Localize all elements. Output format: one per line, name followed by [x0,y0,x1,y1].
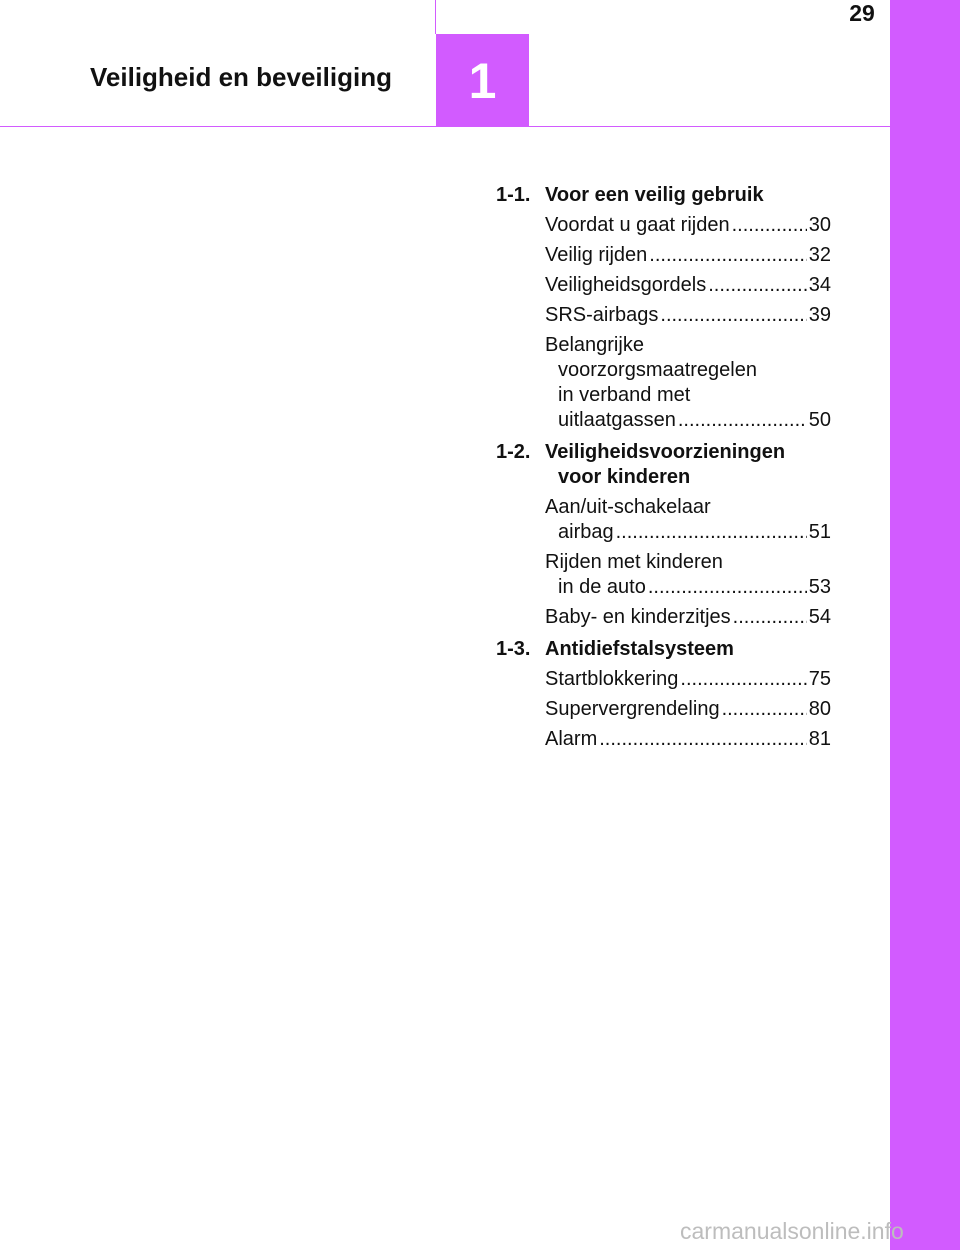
chapter-title: Veiligheid en beveiliging [90,62,392,92]
entry-page: 81 [808,728,831,750]
toc-section-1-1 [496,183,831,433]
entry-title: Baby- en kinderzitjes [545,606,731,628]
dot-leader [660,303,806,328]
entry-title: Voordat u gaat rijden [545,214,730,236]
toc-entry[interactable] [545,213,831,238]
page-number: 29 [849,0,875,26]
toc-entry[interactable] [545,605,831,630]
entry-title-line: Aan/uit-schakelaar [545,496,711,518]
entry-title: uitlaatgassen [558,409,676,431]
toc-entry[interactable] [545,550,831,600]
section-title-line: Antidiefstalsysteem [545,638,734,660]
entry-page: 51 [808,521,831,543]
entry-page: 30 [808,214,831,236]
dot-leader [616,520,807,545]
entry-page: 80 [808,698,831,720]
section-title-line: Veiligheidsvoorzieningen [545,441,786,463]
toc-entry[interactable] [545,243,831,268]
toc-entry[interactable] [545,727,831,752]
toc-section-1-3 [496,637,831,752]
entry-page: 53 [808,576,831,598]
entry-page: 39 [808,304,831,326]
entry-title: Startblokkering [545,668,679,690]
entry-page: 54 [808,606,831,628]
entry-title-line: Rijden met kinderen [545,551,723,573]
side-tab [890,0,960,1250]
toc-entry[interactable] [545,273,831,298]
dot-leader [599,727,807,752]
dot-leader [680,667,806,692]
header-divider [435,0,436,34]
dot-leader [722,697,807,722]
watermark: carmanualsonline.info [680,1218,904,1244]
dot-leader [648,575,807,600]
section-title-line: voor kinderen [558,466,691,488]
section-heading[interactable] [496,183,831,213]
entry-title: in de auto [558,576,646,598]
toc-entry[interactable] [545,697,831,722]
entry-title: Supervergrendeling [545,698,720,720]
dot-leader [678,408,807,433]
chapter-number-box [436,34,529,127]
entry-page: 75 [808,668,831,690]
entry-title: Veiligheidsgordels [545,274,707,296]
entry-title-line: in verband met [558,384,691,406]
entry-title: Veilig rijden [545,244,648,266]
dot-leader [708,273,807,298]
toc-section-1-2 [496,440,831,630]
entry-page: 32 [808,244,831,266]
section-number: 1-1. [496,184,531,206]
toc-entry[interactable] [545,667,831,692]
section-title-line: Voor een veilig gebruik [545,184,764,206]
toc-entry[interactable] [545,333,831,433]
section-heading[interactable] [496,637,831,667]
header-rule [0,126,890,127]
dot-leader [649,243,806,268]
dot-leader [732,213,807,238]
entry-page: 34 [808,274,831,296]
table-of-contents [496,183,831,759]
section-number: 1-2. [496,441,531,463]
dot-leader [733,605,807,630]
entry-title: SRS-airbags [545,304,659,326]
entry-title: Alarm [545,728,598,750]
entry-title-line: voorzorgsmaatregelen [558,359,757,381]
toc-entry[interactable] [545,495,831,545]
entry-title-line: Belangrijke [545,334,644,356]
toc-entry[interactable] [545,303,831,328]
section-title [545,183,831,208]
section-number: 1-3. [496,638,531,660]
entry-title: airbag [558,521,614,543]
entry-page: 50 [808,409,831,431]
chapter-number: 1 [468,52,497,109]
section-title [545,440,831,490]
section-heading[interactable] [496,440,831,495]
section-title [545,637,831,662]
